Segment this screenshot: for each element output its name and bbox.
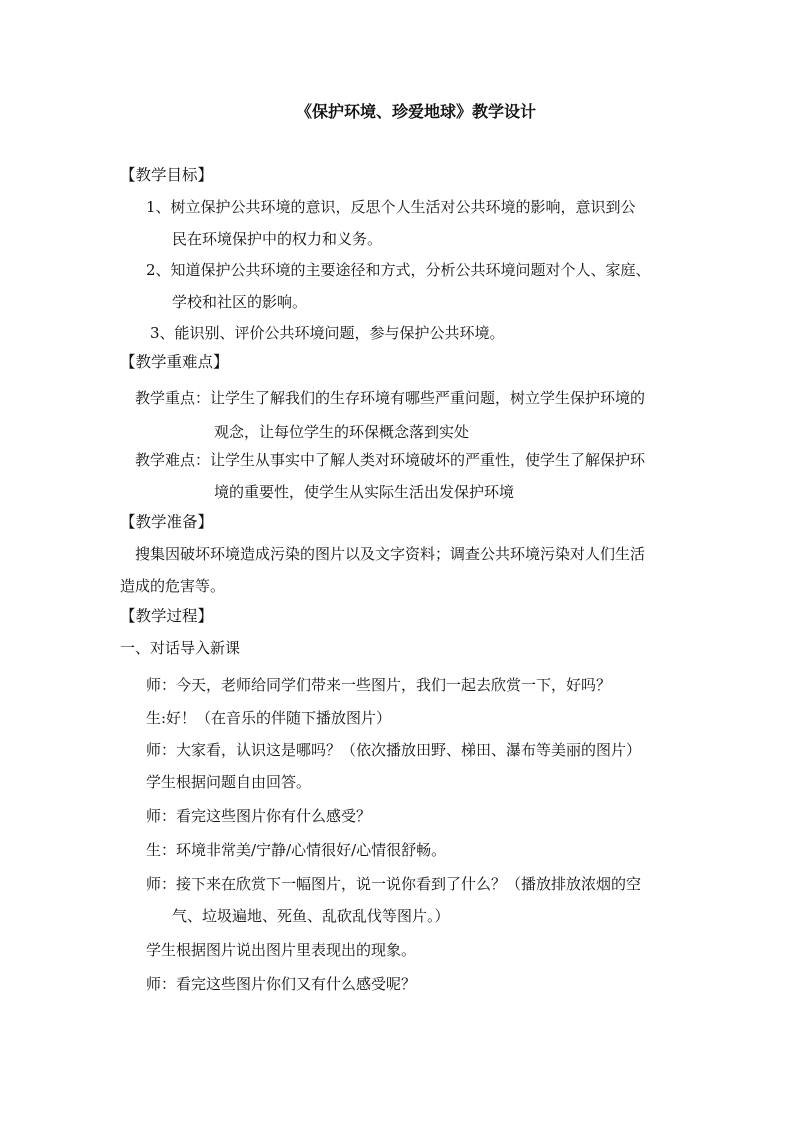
dialogue-line: 师：看完这些图片你们又有什么感受呢？ [146, 975, 417, 993]
section-heading-key-points: 【教学重难点】 [120, 353, 229, 371]
dialogue-line: 师：今天，老师给同学们带来一些图片，我们一起去欣赏一下，好吗？ [146, 676, 612, 694]
section-heading-process: 【教学过程】 [120, 607, 214, 625]
dialogue-line: 学生根据图片说出图片里表现出的现象。 [146, 941, 417, 959]
dialogue-line: 气、垃圾遍地、死鱼、乱砍乱伐等图片。） [172, 907, 450, 925]
objective-1-line-1: 1、树立保护公共环境的意识，反思个人生活对公共环境的影响，意识到公 [146, 198, 636, 216]
dialogue-line: 生:好！（在音乐的伴随下播放图片） [146, 709, 392, 727]
process-part-1: 一、对话导入新课 [120, 639, 241, 657]
document-title: 《保护环境、珍爱地球》教学设计 [296, 102, 537, 121]
preparation-line-2: 造成的危害等。 [120, 577, 226, 595]
objective-2-line-1: 2、知道保护公共环境的主要途径和方式，分析公共环境问题对个人、家庭、 [146, 261, 651, 279]
section-heading-preparation: 【教学准备】 [120, 513, 214, 531]
objective-1-line-2: 民在环境保护中的权力和义务。 [172, 230, 383, 248]
dialogue-line: 生：环境非常美/宁静/心情很好/心情很舒畅。 [146, 841, 447, 859]
teaching-difficulty-line-1: 教学难点：让学生从事实中了解人类对环境破坏的严重性，使学生了解保护环 [135, 451, 646, 469]
teaching-focus-line-1: 教学重点：让学生了解我们的生存环境有哪些严重问题，树立学生保护环境的 [135, 389, 646, 407]
teaching-focus-line-2: 观念，让每位学生的环保概念落到实处 [214, 423, 470, 441]
dialogue-line: 师：看完这些图片你有什么感受？ [146, 807, 372, 825]
dialogue-line: 师：接下来在欣赏下一幅图片，说一说你看到了什么？（播放排放浓烟的空 [146, 875, 642, 893]
teaching-difficulty-line-2: 境的重要性，使学生从实际生活出发保护环境 [214, 483, 515, 501]
dialogue-line: 师：大家看，认识这是哪吗？（依次播放田野、梯田、瀑布等美丽的图片） [146, 741, 642, 759]
dialogue-line: 学生根据问题自由回答。 [146, 773, 312, 791]
section-heading-objectives: 【教学目标】 [120, 166, 214, 184]
objective-3: 3、能识别、评价公共环境问题，参与保护公共环境。 [150, 324, 505, 342]
preparation-line-1: 搜集因破坏环境造成污染的图片以及文字资料；调查公共环境污染对人们生活 [135, 545, 646, 563]
objective-2-line-2: 学校和社区的影响。 [172, 293, 308, 311]
